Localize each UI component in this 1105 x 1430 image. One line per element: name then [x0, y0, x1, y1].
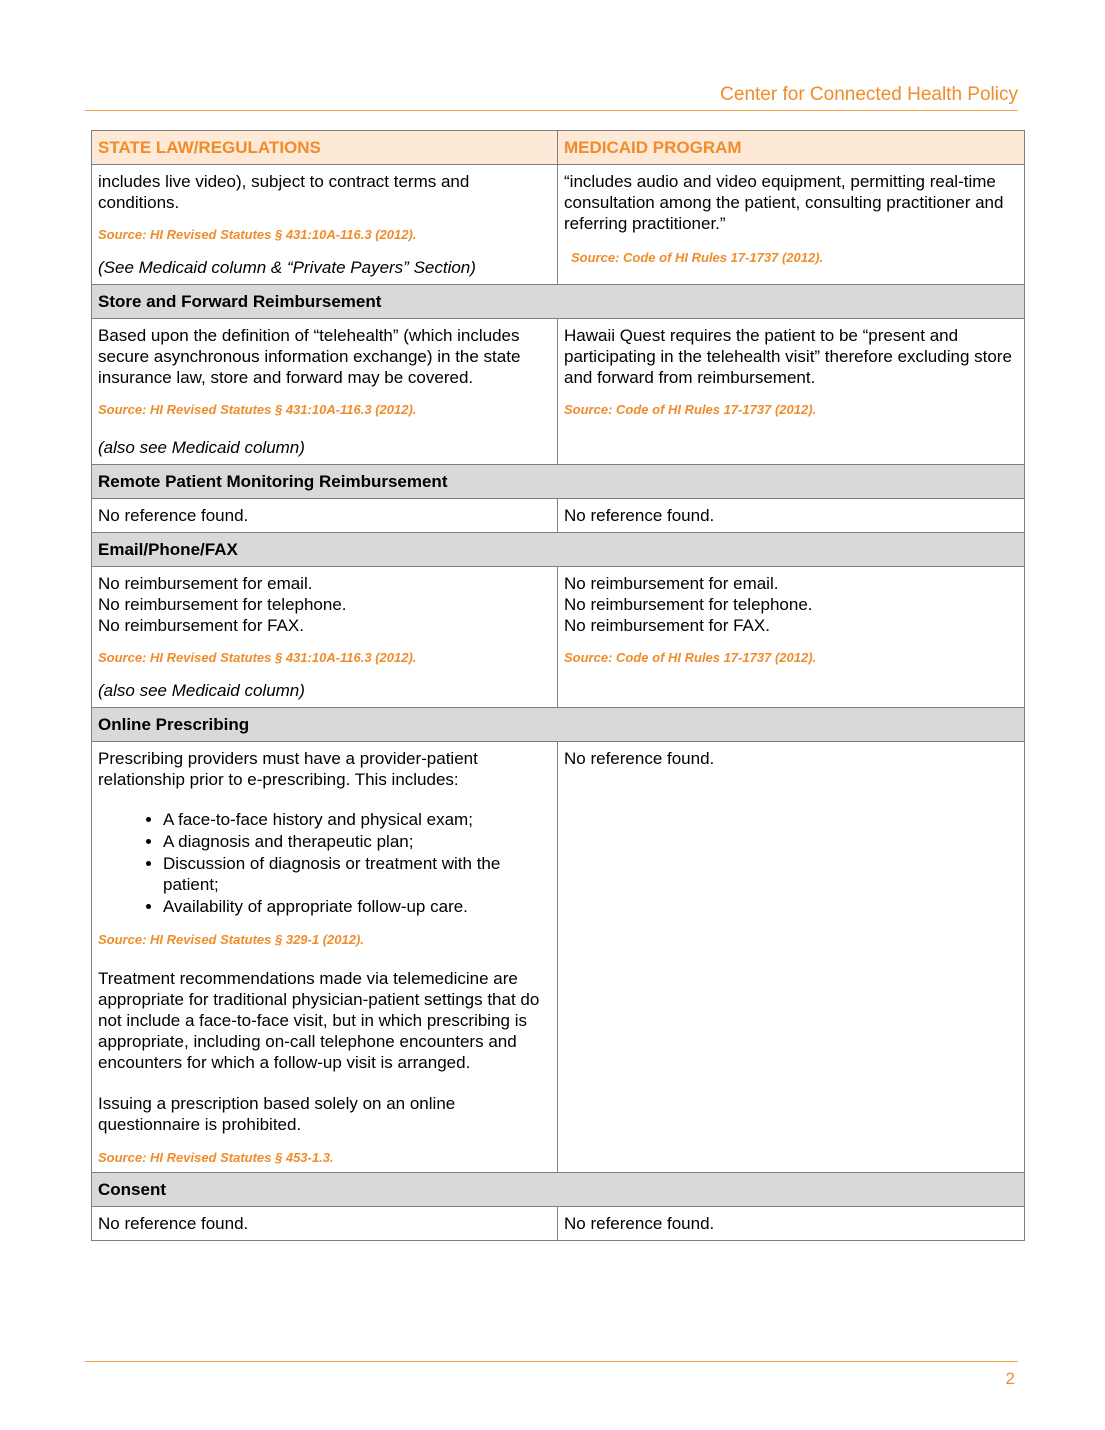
- online-prescribing-left-cell: [92, 742, 558, 1173]
- email-phone-fax-right-cell: [558, 567, 1025, 708]
- header-divider: [85, 110, 1018, 111]
- list-item: • A diagnosis and therapeutic plan;: [163, 831, 551, 852]
- reimbursement-line: No reimbursement for telephone.: [564, 595, 813, 614]
- email-phone-fax-left-cell: [92, 567, 558, 708]
- source-citation: Source: Code of HI Rules 17-1737 (2012).: [564, 650, 817, 665]
- table-row: [92, 319, 1025, 465]
- section-row: [92, 1173, 1025, 1207]
- document-header-title: Center for Connected Health Policy: [720, 84, 1018, 105]
- cross-reference-note: (also see Medicaid column): [98, 438, 305, 457]
- column-header-medicaid: MEDICAID PROGRAM: [558, 131, 1025, 165]
- table-row: [92, 567, 1025, 708]
- page-number: 2: [1005, 1369, 1015, 1388]
- remote-monitoring-right-cell: No reference found.: [558, 499, 1025, 533]
- list-item: • Availability of appropriate follow-up care.: [163, 896, 551, 917]
- column-header-state-law: STATE LAW/REGULATIONS: [92, 131, 558, 165]
- table-row: [92, 742, 1025, 1173]
- prescribing-intro: Prescribing providers must have a provider-patient relationship prior to e-prescribing. This includes:: [98, 749, 478, 789]
- cross-reference-note: (also see Medicaid column): [98, 681, 305, 700]
- table-row: [92, 1207, 1025, 1241]
- section-heading-consent: Consent: [92, 1173, 1025, 1207]
- section-heading-email-phone-fax: Email/Phone/FAX: [92, 533, 1025, 567]
- continuation-left-cell: [92, 165, 558, 285]
- reimbursement-line: No reimbursement for telephone.: [98, 595, 347, 614]
- source-citation: Source: HI Revised Statutes § 431:10A-116.3 (2012).: [98, 402, 417, 417]
- store-forward-right-text: Hawaii Quest requires the patient to be “present and participating in the telehealth visit” therefore excluding store and forward from reimbursement.: [564, 326, 1012, 387]
- cross-reference-note: (See Medicaid column & “Private Payers” Section): [98, 258, 476, 277]
- source-citation: Source: HI Revised Statutes § 329-1 (2012).: [98, 932, 364, 947]
- online-prescribing-right-cell: No reference found.: [558, 742, 1025, 1173]
- continuation-right-text: “includes audio and video equipment, permitting real-time consultation among the patient, consulting practitioner and referring practitioner.”: [564, 172, 1004, 233]
- reimbursement-line: No reimbursement for email.: [98, 574, 313, 593]
- section-row: [92, 465, 1025, 499]
- source-citation: Source: HI Revised Statutes § 431:10A-116.3 (2012).: [98, 227, 417, 242]
- telehealth-policy-table: [91, 130, 1025, 1241]
- store-forward-left-text: Based upon the definition of “telehealth” (which includes secure asynchronous information exchange) in the state insurance law, store and forward may be covered.: [98, 326, 521, 387]
- source-citation: Source: HI Revised Statutes § 431:10A-116.3 (2012).: [98, 650, 417, 665]
- source-citation: Source: HI Revised Statutes § 453-1.3.: [98, 1150, 334, 1165]
- consent-left-cell: No reference found.: [92, 1207, 558, 1241]
- remote-monitoring-left-cell: No reference found.: [92, 499, 558, 533]
- continuation-left-text: includes live video), subject to contract terms and conditions.: [98, 172, 470, 212]
- column-header-row: [92, 131, 1025, 165]
- footer-divider: [85, 1361, 1018, 1362]
- questionnaire-prohibition-paragraph: Issuing a prescription based solely on an online questionnaire is prohibited.: [98, 1094, 456, 1134]
- section-row: [92, 285, 1025, 319]
- reimbursement-line: No reimbursement for email.: [564, 574, 779, 593]
- store-forward-right-cell: [558, 319, 1025, 465]
- list-item: • Discussion of diagnosis or treatment with the patient;: [163, 853, 551, 895]
- telemedicine-treatment-paragraph: Treatment recommendations made via telemedicine are appropriate for traditional physician-patient settings that do not include a face-to-face visit, but in which prescribing is appropriate, including on-call telephone encounters and encounters for which a follow-up visit is arranged.: [98, 969, 540, 1072]
- source-citation: Source: Code of HI Rules 17-1737 (2012).: [571, 250, 824, 265]
- source-citation: Source: Code of HI Rules 17-1737 (2012).: [564, 402, 817, 417]
- reimbursement-line: No reimbursement for FAX.: [98, 616, 304, 635]
- store-forward-left-cell: [92, 319, 558, 465]
- section-row: [92, 533, 1025, 567]
- section-heading-store-forward: Store and Forward Reimbursement: [92, 285, 1025, 319]
- consent-right-cell: No reference found.: [558, 1207, 1025, 1241]
- reimbursement-line: No reimbursement for FAX.: [564, 616, 770, 635]
- section-heading-remote-monitoring: Remote Patient Monitoring Reimbursement: [92, 465, 1025, 499]
- section-row: [92, 708, 1025, 742]
- table-row: [92, 499, 1025, 533]
- section-heading-online-prescribing: Online Prescribing: [92, 708, 1025, 742]
- relationship-requirements-list: [98, 809, 551, 917]
- continuation-right-cell: [558, 165, 1025, 285]
- list-item: • A face-to-face history and physical exam;: [163, 809, 551, 830]
- table-row: [92, 165, 1025, 285]
